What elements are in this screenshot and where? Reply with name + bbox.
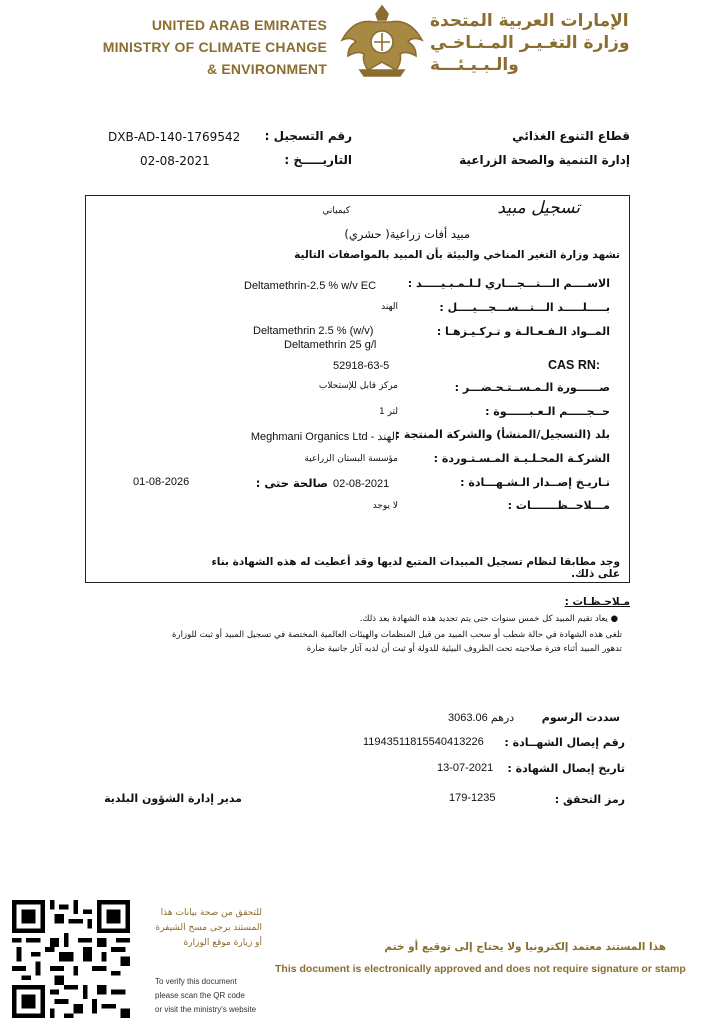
row-label-cas: CAS RN: [548,358,601,372]
row-label-active-ingredients: المــواد الـفـعـالـة و تـركـيـزهـا : [436,325,610,338]
pesticide-type: كيمياني [322,206,350,216]
note-line-2: تلغى هذه الشهادة في حالة شطب أو سحب المبيد من قبل المنظمات والهيئات العالمية المختصة في تسجيل المبيد أو ثبت للوزارة [172,630,622,640]
producer-value: Meghmani Organics Ltd - الهند [250,431,398,443]
ministry-en-line-1: UNITED ARAB EMIRATES [151,17,327,33]
receipt-number-value: 11943511815540413226 [363,736,484,748]
registration-number: DXB-AD-140-1769542 [108,130,241,144]
receipt-date-value: 13-07-2021 [437,762,494,774]
electronic-approval-ar: هذا المستند معتمد إلكترونيا ولا يحتاج إلى توقيع أو ختم [384,941,666,953]
signatory-title: مدير إدارة الشؤون البلدية [104,792,242,805]
importer-value: مؤسسة البستان الزراعية [304,454,398,464]
ministry-ar-line-2: وزارة التغـيـر المـنـاخـي [430,33,630,53]
row-label-notes: مـــلاحــظـــــــات : [507,499,610,512]
uae-emblem-logo [334,0,430,80]
ministry-name-ar [430,10,630,76]
valid-until-label: صالحة حتى : [255,476,328,490]
qr-instructions-ar [150,906,262,951]
fees-value: 3063.06 درهم [448,712,515,724]
row-label-reg-country: بـــــلـــــد الـــتـــســـجـــيــــل : [439,301,610,314]
reg-country-value: الهند [381,302,398,312]
notes-title: مـلاحـظـات : [564,596,630,608]
receipt-date-label: تاريخ إيصال الشهادة : [507,762,625,775]
verification-code-label: رمز التحقق : [554,793,625,806]
pack-size-value: لتر 1 [378,407,398,417]
trade-name-value: Deltamethrin-2.5 % w/v EC [244,280,377,292]
cas-value: 52918-63-5 [333,360,390,372]
electronic-approval-en: This document is electronically approved and does not require signature or stamp [275,963,686,975]
note-line-3: تدهور المبيد أثناء فترة صلاحيته تحت الظروف البيئية للدولة أو ثبت أن لديه آثار جانبية ضارة [306,644,622,654]
ministry-name-en [95,14,327,80]
pesticide-category: مبيد أفات زراعية( حشري) [344,227,470,241]
ministry-en-line-3: & ENVIRONMENT [206,61,327,77]
formulation-value: مركز قابل للإستحلاب [318,381,398,391]
row-label-pack-size: حــجـــــم الـعـبــــــوة : [485,405,610,418]
registration-number-label: رقم التسجيل : [264,129,352,143]
issue-date-value: 02-08-2021 [333,478,390,490]
qr-instructions-en [155,975,256,1017]
verification-code-value: 179-1235 [449,792,496,804]
ministry-ar-line-1: الإمارات العربية المتحدة [430,11,629,31]
ministry-ar-line-3: والـبـيـئـــة [430,55,519,75]
row-label-importer: الشركـة المحـلـيـة المـسـتـوردة : [433,452,610,465]
certificate-title: تسجيل مبيد [497,198,580,218]
active-ingredient-value-1: Deltamethrin 2.5 % (w/v) [253,325,374,337]
row-label-issue-date: تـاريـخ إصــدار الـشـهـــادة : [460,476,610,489]
qr-ar-line-1: للتحقق من صحة بيانات هذا [160,908,262,918]
note-bullet [300,614,618,624]
active-ingredient-value-2: Deltamethrin 25 g/l [284,339,377,351]
note-bullet-text: يعاد تقيم المبيد كل خمس سنوات حتى يتم تجديد هذه الشهادة بعد ذلك. [359,614,608,624]
valid-until-value: 01-08-2026 [133,476,190,488]
department-name: إدارة التنمية والصحة الزراعية [459,153,630,167]
fees-label: سددت الرسوم [541,711,620,724]
qr-en-line-1: To verify this document [155,977,237,986]
qr-en-line-3: or visit the ministry's website [155,1005,257,1014]
qr-ar-line-3: أو زيارة موقع الوزارة [183,938,262,948]
certificate-intro: تشهد وزارة التغير المناخي والبيئة بأن المبيد بالمواصفات التالية [294,249,620,261]
row-label-trade-name: الاســــم الـــتـــجـــاري لـلـمـبـيـــــد : [407,277,610,290]
sector-name: قطاع التنوع الغذائي [512,129,630,143]
bullet-icon: ● [607,614,618,624]
notes-value: لا يوجد [372,501,398,511]
qr-en-line-2: please scan the QR code [155,991,245,1000]
certificate-closing: وجد مطابقا لنظام تسجيل المبيدات المتبع لديها وقد أعطيت له هذه الشهادة بناء على ذلك. [211,556,620,580]
row-label-formulation: صــــــورة الـمـســتـحـضـــر : [454,381,610,394]
receipt-number-label: رقم إيصال الشهــادة : [504,736,625,749]
qr-code[interactable] [12,900,130,1018]
ministry-en-line-2: MINISTRY OF CLIMATE CHANGE [102,39,327,55]
qr-ar-line-2: المستند يرجى مسح الشيفرة [155,923,262,933]
document-date-label: التاريـــــخ : [284,153,352,167]
document-date: 02-08-2021 [140,154,210,168]
row-label-producer: بلد (التسجيل/المنشأ) والشركة المنتجة : [395,428,610,441]
